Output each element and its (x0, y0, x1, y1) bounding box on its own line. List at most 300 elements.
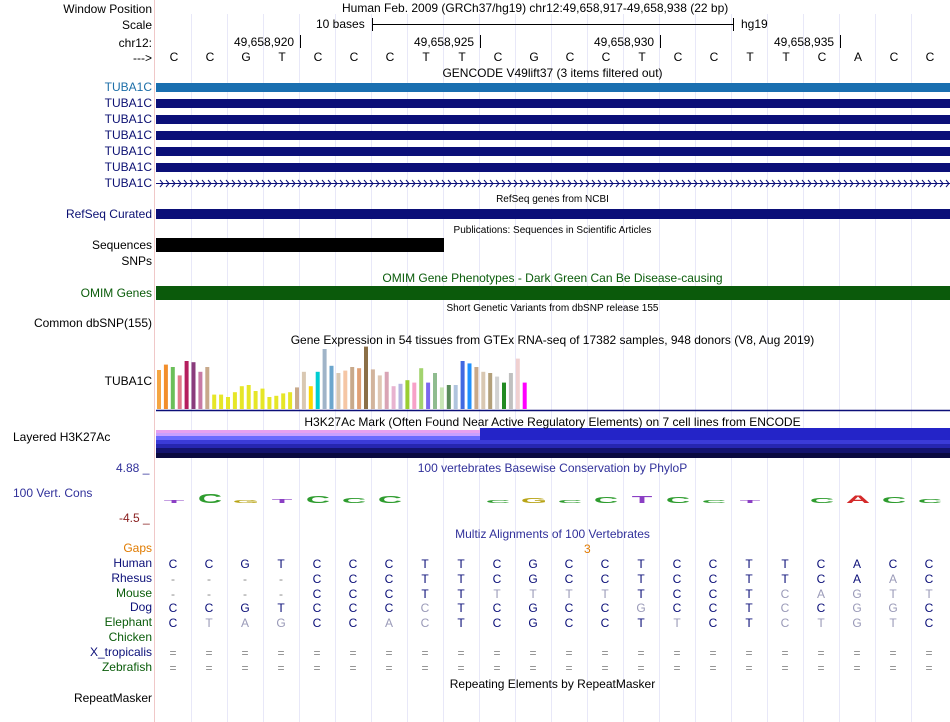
h3k27ac-track-title[interactable]: H3K27Ac Mark (Often Found Near Active Regulatory Elements) on 7 cell lines from ENCODE (304, 415, 801, 429)
aligned-base: = (637, 660, 645, 675)
assembly-position-title: Human Feb. 2009 (GRCh37/hg19) chr12:49,658,917-49,658,938 (22 bp) (342, 1, 729, 15)
gtex-tissue-bar[interactable] (323, 349, 327, 409)
aligned-base: A (888, 571, 897, 586)
reference-base: G (241, 50, 251, 64)
gtex-track-title[interactable]: Gene Expression in 54 tissues from GTEx RNA-seq of 17382 samples, 948 donors (V8, Aug 2019) (290, 333, 815, 347)
reference-base: C (673, 50, 683, 64)
gtex-tissue-bar[interactable] (226, 397, 230, 409)
aligned-base: = (709, 645, 717, 660)
aligned-base: = (781, 660, 789, 675)
aligned-base: C (420, 616, 430, 631)
phylop-logo-letter: A (845, 493, 871, 506)
gtex-tissue-bar[interactable] (247, 385, 251, 409)
gtex-tissue-bar[interactable] (371, 369, 375, 409)
aligned-base: C (420, 601, 430, 616)
gtex-tissue-bar[interactable] (185, 361, 189, 409)
phylop-logo-letter: C (305, 494, 331, 506)
gtex-tissue-bar[interactable] (364, 347, 368, 409)
aligned-base: = (385, 660, 393, 675)
aligned-base: T (745, 571, 753, 586)
aligned-base: T (493, 586, 501, 601)
aligned-base: = (529, 645, 537, 660)
aligned-base: C (672, 586, 682, 601)
gtex-tissue-bar[interactable] (261, 389, 265, 409)
aligned-base: C (816, 557, 826, 571)
gencode-item-label[interactable]: TUBA1C (104, 128, 152, 142)
phylop-logo-letter: C (341, 496, 367, 505)
reference-base: C (349, 50, 359, 64)
omim-track-label[interactable]: OMIM Genes (80, 286, 152, 300)
aligned-base: G (636, 601, 646, 616)
aligned-base: = (169, 660, 177, 675)
aligned-base: C (384, 571, 394, 586)
aligned-base: C (564, 571, 574, 586)
aligned-base: = (709, 660, 717, 675)
multiz-species-label[interactable]: Elephant (104, 615, 152, 630)
gtex-tissue-bar[interactable] (454, 385, 458, 409)
aligned-base: A (816, 586, 825, 601)
h3k27ac-track-label[interactable]: Layered H3K27Ac (13, 430, 111, 444)
publications-track-title[interactable]: Publications: Sequences in Scientific Articles (453, 225, 652, 236)
gencode-transcript-exon[interactable] (156, 147, 950, 156)
aligned-base: C (888, 557, 898, 571)
multiz-species-label[interactable]: Rhesus (111, 570, 152, 585)
aligned-base: G (528, 557, 538, 571)
position-label: 49,658,920 (234, 35, 295, 49)
aligned-base: - (207, 571, 211, 586)
gtex-tissue-bar[interactable] (343, 371, 347, 409)
gtex-tissue-bar[interactable] (419, 368, 423, 409)
aligned-base: T (565, 586, 573, 601)
reference-base: C (493, 50, 503, 64)
aligned-base: = (745, 645, 753, 660)
refseq-track-title[interactable]: RefSeq genes from NCBI (496, 194, 609, 205)
position-label: 49,658,925 (414, 35, 475, 49)
dbsnp-track-label[interactable]: Common dbSNP(155) (33, 316, 152, 330)
phylop-logo-letter: C (809, 496, 835, 505)
gtex-tissue-bar[interactable] (295, 387, 299, 409)
aligned-base: A (852, 571, 861, 586)
gtex-tissue-bar[interactable] (357, 368, 361, 409)
scale-bar (372, 18, 734, 31)
aligned-base: G (888, 601, 898, 616)
gtex-tissue-bar[interactable] (205, 367, 209, 409)
aligned-base: C (564, 601, 574, 616)
repeatmasker-track-label[interactable]: RepeatMasker (73, 691, 152, 705)
aligned-base: = (601, 660, 609, 675)
aligned-base: T (817, 616, 825, 631)
gtex-tissue-bar[interactable] (412, 383, 416, 409)
gtex-tissue-bar[interactable] (399, 384, 403, 409)
scale-label: Scale (121, 18, 152, 32)
aligned-base: A (852, 557, 861, 571)
aligned-base: = (853, 645, 861, 660)
multiz-species-label[interactable]: Chicken (108, 630, 152, 644)
phylop-logo-letter: C (485, 499, 511, 505)
aligned-base: C (780, 586, 790, 601)
aligned-base: T (745, 586, 753, 601)
aligned-base: T (457, 616, 465, 631)
aligned-base: C (492, 571, 502, 586)
gaps-label: Gaps (123, 541, 152, 555)
omim-track-title[interactable]: OMIM Gene Phenotypes - Dark Green Can Be Disease-causing (382, 271, 723, 285)
aligned-base: C (348, 557, 358, 571)
gencode-item-label[interactable]: TUBA1C (104, 160, 152, 174)
aligned-base: T (781, 571, 789, 586)
aligned-base: A (384, 616, 393, 631)
aligned-base: C (312, 557, 322, 571)
aligned-base: C (708, 557, 718, 571)
aligned-base: T (637, 586, 645, 601)
gtex-tissue-bar[interactable] (392, 386, 396, 409)
aligned-base: = (349, 660, 357, 675)
multiz-species-label[interactable]: Dog (129, 600, 152, 615)
gencode-transcript-exon[interactable] (156, 163, 950, 172)
aligned-base: = (241, 645, 249, 660)
aligned-base: C (204, 557, 214, 571)
gtex-tissue-bar[interactable] (330, 366, 334, 409)
aligned-base: T (637, 557, 645, 571)
aligned-base: C (564, 616, 574, 631)
aligned-base: C (708, 571, 718, 586)
aligned-base: - (279, 586, 283, 601)
snps-track-label[interactable]: SNPs (121, 254, 152, 268)
gtex-tissue-bar[interactable] (212, 395, 216, 409)
gtex-tissue-bar[interactable] (385, 372, 389, 409)
aligned-base: C (708, 586, 718, 601)
refseq-track-label[interactable]: RefSeq Curated (65, 207, 152, 221)
aligned-base: = (277, 660, 285, 675)
aligned-base: C (816, 571, 826, 586)
position-label: 49,658,930 (594, 35, 655, 49)
aligned-base: T (925, 586, 933, 601)
aligned-base: T (457, 571, 465, 586)
gencode-track-title[interactable]: GENCODE V49lift37 (3 items filtered out) (442, 66, 663, 80)
aligned-base: A (240, 616, 249, 631)
aligned-base: - (171, 586, 175, 601)
gtex-tissue-bar[interactable] (336, 373, 340, 409)
gtex-tissue-bar[interactable] (267, 397, 271, 409)
aligned-base: T (601, 586, 609, 601)
multiz-species-label[interactable]: X_tropicalis (89, 644, 152, 659)
gtex-tissue-bar[interactable] (488, 373, 492, 409)
aligned-base: = (421, 645, 429, 660)
aligned-base: = (565, 645, 573, 660)
gtex-tissue-bar[interactable] (474, 367, 478, 409)
reference-base: T (278, 50, 286, 64)
aligned-base: C (780, 601, 790, 616)
aligned-base: = (817, 660, 825, 675)
gtex-tissue-bar[interactable] (164, 365, 168, 409)
gencode-item-label[interactable]: TUBA1C (104, 144, 152, 158)
gencode-item-label[interactable]: TUBA1C (104, 112, 152, 126)
aligned-base: = (277, 645, 285, 660)
aligned-base: C (600, 616, 610, 631)
publications-track-label[interactable]: Sequences (91, 238, 152, 252)
gtex-track-label[interactable]: TUBA1C (104, 374, 152, 388)
window-position-label: Window Position (63, 2, 152, 16)
aligned-base: C (492, 557, 502, 571)
aligned-base: - (243, 571, 247, 586)
multiz-species-label[interactable]: Human (113, 556, 152, 570)
phylop-logo-letter: T (739, 499, 761, 505)
gencode-transcript-exon[interactable] (156, 131, 950, 140)
aligned-base: = (205, 660, 213, 675)
aligned-base: G (852, 586, 862, 601)
gtex-tissue-bar[interactable] (405, 380, 409, 409)
aligned-base: = (889, 660, 897, 675)
aligned-base: T (889, 586, 897, 601)
gtex-tissue-bar[interactable] (481, 372, 485, 409)
aligned-base: = (745, 660, 753, 675)
aligned-base: = (925, 645, 933, 660)
aligned-base: = (241, 660, 249, 675)
aligned-base: T (277, 557, 285, 571)
gtex-tissue-bar[interactable] (433, 373, 437, 409)
aligned-base: = (601, 645, 609, 660)
aligned-base: T (421, 557, 429, 571)
aligned-base: T (457, 557, 465, 571)
aligned-base: - (207, 586, 211, 601)
aligned-base: C (348, 616, 358, 631)
aligned-base: C (672, 571, 682, 586)
aligned-base: G (240, 557, 250, 571)
reference-base: C (169, 50, 179, 64)
phylop-logo-letter: T (631, 494, 653, 506)
aligned-base: C (600, 571, 610, 586)
gtex-tissue-bar[interactable] (468, 363, 472, 409)
scale-db: hg19 (741, 17, 768, 31)
phylop-logo-letter: C (377, 494, 403, 506)
gencode-item-label[interactable]: TUBA1C (104, 80, 152, 94)
gtex-tissue-bar[interactable] (178, 375, 182, 409)
phylop-logo-letter: C (593, 495, 619, 506)
gtex-tissue-bar[interactable] (502, 383, 506, 409)
reference-base: G (529, 50, 539, 64)
gtex-bar-chart[interactable] (157, 347, 527, 409)
aligned-base: - (279, 571, 283, 586)
phylop-ymax: 4.88 _ (116, 461, 150, 475)
aligned-base: T (457, 586, 465, 601)
gtex-tissue-bar[interactable] (426, 383, 430, 409)
dbsnp-track-title[interactable]: Short Genetic Variants from dbSNP release 155 (446, 303, 659, 314)
gencode-item-label[interactable]: TUBA1C (104, 96, 152, 110)
aligned-base: C (600, 601, 610, 616)
gencode-transcripts[interactable] (156, 83, 950, 187)
aligned-base: G (240, 601, 250, 616)
aligned-base: - (243, 586, 247, 601)
aligned-base: G (528, 601, 538, 616)
aligned-base: = (421, 660, 429, 675)
gtex-tissue-bar[interactable] (198, 372, 202, 409)
aligned-base: C (168, 616, 178, 631)
aligned-base: C (312, 601, 322, 616)
aligned-base: T (745, 601, 753, 616)
chrom-label: chr12: (118, 36, 152, 50)
aligned-base: = (313, 660, 321, 675)
gtex-tissue-bar[interactable] (288, 392, 292, 409)
position-ticks (301, 35, 841, 48)
refseq-feature[interactable] (156, 209, 950, 219)
aligned-base: T (745, 616, 753, 631)
aligned-base: C (384, 586, 394, 601)
reference-base: T (638, 50, 646, 64)
aligned-base: C (780, 616, 790, 631)
reference-base: C (385, 50, 395, 64)
reference-base: T (746, 50, 754, 64)
aligned-base: T (457, 601, 465, 616)
reference-base: C (709, 50, 719, 64)
aligned-base: C (672, 601, 682, 616)
phylop-logo-letter: C (665, 495, 691, 506)
gtex-tissue-bar[interactable] (192, 362, 196, 409)
gtex-tissue-bar[interactable] (516, 359, 520, 409)
gtex-tissue-bar[interactable] (523, 383, 527, 409)
gtex-tissue-bar[interactable] (157, 370, 161, 409)
phylop-logo-letter: T (271, 498, 293, 505)
gtex-tissue-bar[interactable] (302, 372, 306, 409)
aligned-base: G (528, 571, 538, 586)
aligned-base: C (168, 601, 178, 616)
aligned-base: G (528, 616, 538, 631)
aligned-base: T (637, 571, 645, 586)
phylop-ymin: -4.5 _ (119, 511, 150, 525)
aligned-base: - (171, 571, 175, 586)
aligned-base: C (312, 586, 322, 601)
aligned-base: = (529, 660, 537, 675)
gtex-tissue-bar[interactable] (509, 373, 513, 409)
gap-count-mark: 3 (584, 542, 591, 556)
gtex-tissue-bar[interactable] (281, 393, 285, 409)
gtex-tissue-bar[interactable] (233, 392, 237, 409)
gencode-transcript-exon[interactable] (156, 115, 950, 124)
aligned-base: T (745, 557, 753, 571)
gtex-tissue-bar[interactable] (461, 361, 465, 409)
gtex-tissue-bar[interactable] (350, 367, 354, 409)
h3k27ac-signal[interactable] (156, 428, 950, 458)
aligned-base: = (889, 645, 897, 660)
phylop-track-label[interactable]: 100 Vert. Cons (13, 486, 93, 500)
aligned-base: C (384, 557, 394, 571)
aligned-base: = (781, 645, 789, 660)
aligned-base: C (708, 601, 718, 616)
aligned-base: = (493, 645, 501, 660)
gtex-tissue-bar[interactable] (447, 385, 451, 409)
aligned-base: = (385, 645, 393, 660)
gtex-tissue-bar[interactable] (240, 386, 244, 409)
gtex-tissue-bar[interactable] (254, 391, 258, 409)
aligned-base: = (493, 660, 501, 675)
aligned-base: G (276, 616, 286, 631)
reference-base: C (313, 50, 323, 64)
gtex-tissue-bar[interactable] (495, 377, 499, 409)
multiz-species-label[interactable]: Mouse (115, 585, 152, 600)
gtex-tissue-bar[interactable] (171, 367, 175, 409)
aligned-base: C (672, 557, 682, 571)
aligned-base: T (637, 616, 645, 631)
reference-base: C (565, 50, 575, 64)
phylop-logo-letter: C (701, 499, 727, 505)
aligned-base: C (924, 616, 934, 631)
phylop-logo-letter: C (197, 492, 223, 506)
gencode-item-label[interactable]: TUBA1C (104, 176, 152, 190)
strand-label: ---> (133, 51, 152, 65)
aligned-base: = (457, 660, 465, 675)
phylop-logo-letter: C (881, 495, 907, 506)
aligned-base: C (708, 616, 718, 631)
aligned-base: = (853, 660, 861, 675)
phylop-logo-letter: T (163, 499, 185, 505)
aligned-base: C (312, 571, 322, 586)
phylop-logo-letter: G (232, 499, 260, 505)
aligned-base: T (781, 557, 789, 571)
aligned-base: T (529, 586, 537, 601)
aligned-base: C (348, 571, 358, 586)
aligned-base: = (673, 645, 681, 660)
aligned-base: = (313, 645, 321, 660)
aligned-base: C (204, 601, 214, 616)
aligned-base: C (816, 601, 826, 616)
aligned-base: C (564, 557, 574, 571)
aligned-base: G (852, 601, 862, 616)
gtex-tissue-bar[interactable] (316, 372, 320, 409)
aligned-base: C (600, 557, 610, 571)
reference-base: C (889, 50, 899, 64)
aligned-base: = (205, 645, 213, 660)
aligned-base: C (924, 571, 934, 586)
multiz-track-title[interactable]: Multiz Alignments of 100 Vertebrates (455, 527, 650, 541)
aligned-base: = (925, 660, 933, 675)
reference-base: A (853, 50, 862, 64)
multiz-species-label[interactable]: Zebrafish (101, 659, 152, 674)
gencode-transcript-exon[interactable] (156, 99, 950, 108)
gencode-transcript-exon[interactable] (156, 83, 950, 92)
aligned-base: T (889, 616, 897, 631)
aligned-base: G (852, 616, 862, 631)
omim-feature[interactable] (156, 286, 950, 300)
gtex-tissue-bar[interactable] (378, 375, 382, 409)
aligned-base: C (312, 616, 322, 631)
reference-base: T (458, 50, 466, 64)
aligned-base: T (421, 586, 429, 601)
gtex-tissue-bar[interactable] (274, 396, 278, 409)
aligned-base: C (168, 557, 178, 571)
aligned-base: = (673, 660, 681, 675)
aligned-base: = (565, 660, 573, 675)
gtex-tissue-bar[interactable] (440, 387, 444, 409)
aligned-base: C (492, 616, 502, 631)
gtex-tissue-bar[interactable] (219, 395, 223, 409)
phylop-track-title[interactable]: 100 vertebrates Basewise Conservation by PhyloP (417, 461, 688, 475)
reference-base: C (925, 50, 935, 64)
aligned-base: T (277, 601, 285, 616)
repeatmasker-track-title[interactable]: Repeating Elements by RepeatMasker (449, 677, 656, 691)
aligned-base: T (205, 616, 213, 631)
phylop-logo-letter: C (917, 498, 943, 505)
aligned-base: = (169, 645, 177, 660)
aligned-base: = (817, 645, 825, 660)
reference-base: T (422, 50, 430, 64)
position-label: 49,658,935 (774, 35, 835, 49)
phylop-conservation-logo[interactable] (164, 492, 942, 506)
reference-base: C (601, 50, 611, 64)
publication-sequence-feature[interactable] (156, 238, 444, 252)
gtex-tissue-bar[interactable] (309, 386, 313, 409)
aligned-base: T (421, 571, 429, 586)
aligned-base: C (348, 586, 358, 601)
scale-text: 10 bases (316, 17, 365, 31)
aligned-base: C (384, 601, 394, 616)
